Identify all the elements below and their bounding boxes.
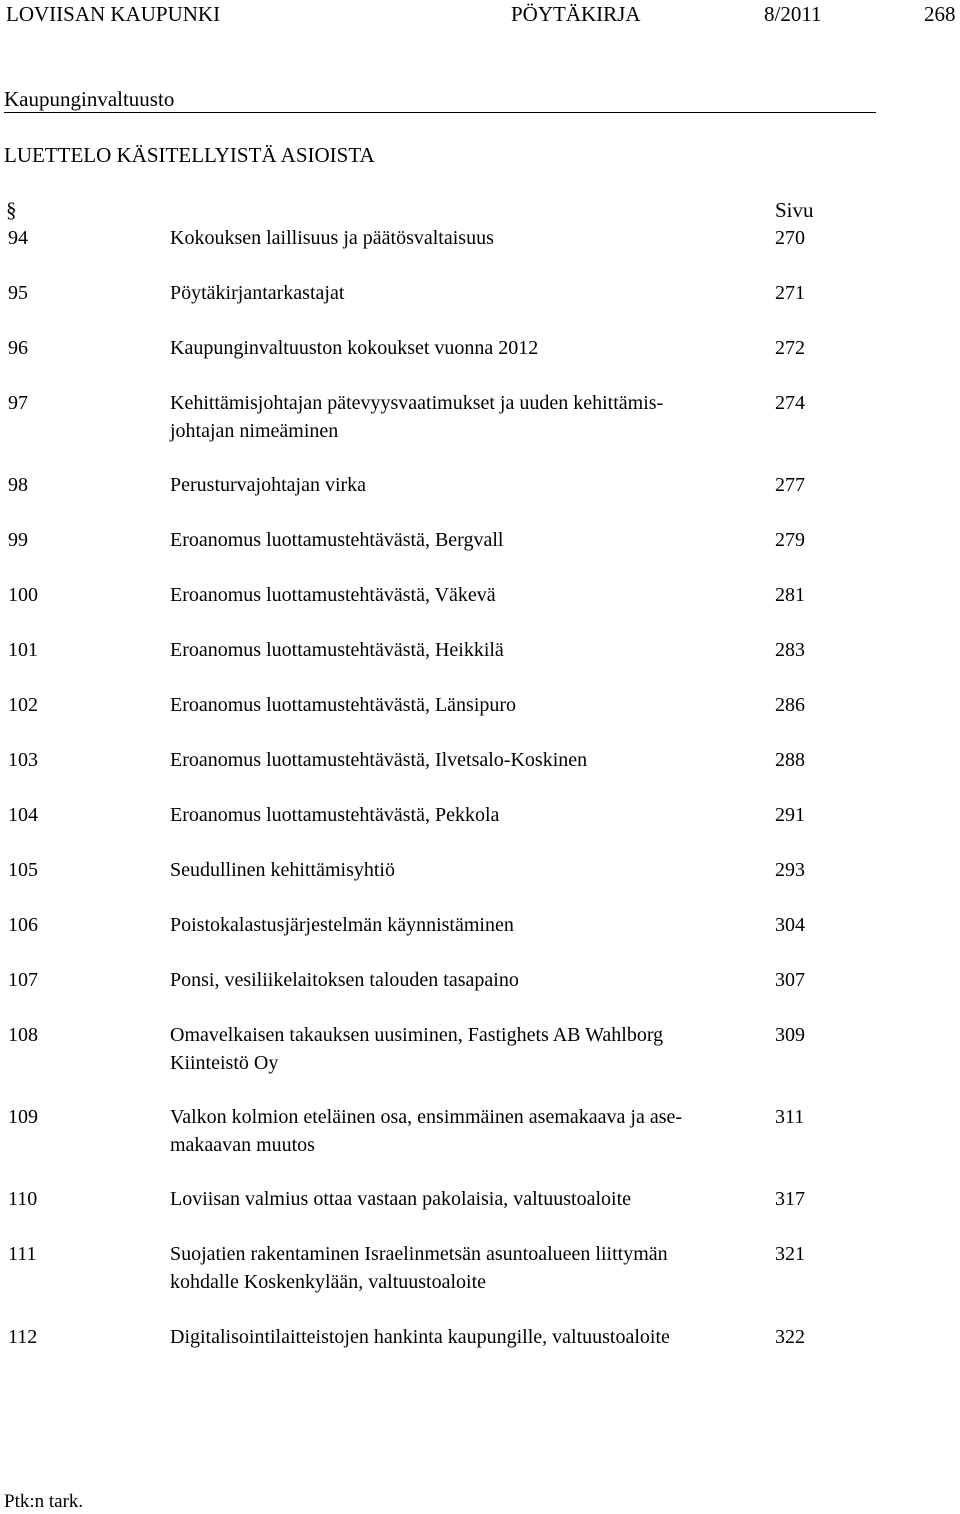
- list-heading: LUETTELO KÄSITELLYISTÄ ASIOISTA: [4, 143, 375, 167]
- item-number: 112: [8, 1326, 38, 1348]
- item-page-number: 293: [775, 859, 805, 881]
- item-page-number: 279: [775, 529, 805, 551]
- item-title-line: Poistokalastusjärjestelmän käynnistäminen: [170, 914, 514, 936]
- header-organization: LOVIISAN KAUPUNKI: [6, 2, 221, 26]
- item-title: [170, 636, 770, 664]
- item-number: 105: [8, 859, 38, 881]
- item-title-line: Eroanomus luottamustehtävästä, Väkevä: [170, 584, 496, 606]
- item-page-number: 317: [775, 1188, 805, 1210]
- item-title: [170, 581, 770, 609]
- item-page-number: 274: [775, 392, 805, 414]
- item-title: [170, 224, 770, 252]
- header-page-number: 268: [924, 2, 956, 26]
- item-title: [170, 911, 770, 939]
- item-page-number: 311: [775, 1106, 805, 1128]
- item-number: 99: [8, 529, 28, 551]
- item-title-line: Pöytäkirjantarkastajat: [170, 282, 345, 304]
- item-page-number: 272: [775, 337, 805, 359]
- page-column-heading: Sivu: [775, 198, 814, 222]
- item-title-line: Eroanomus luottamustehtävästä, Länsipuro: [170, 694, 517, 716]
- item-title-line: Kiinteistö Oy: [170, 1052, 279, 1074]
- footer-note: Ptk:n tark.: [4, 1491, 84, 1512]
- header-document-type: PÖYTÄKIRJA: [511, 2, 641, 26]
- item-page-number: 270: [775, 227, 805, 249]
- item-page-number: 321: [775, 1243, 805, 1265]
- item-title-line: Kokouksen laillisuus ja päätösvaltaisuus: [170, 227, 494, 249]
- item-title-line: Perusturvajohtajan virka: [170, 474, 367, 496]
- item-number: 110: [8, 1188, 38, 1210]
- item-page-number: 271: [775, 282, 805, 304]
- item-page-number: 322: [775, 1326, 805, 1348]
- item-page-number: 283: [775, 639, 805, 661]
- section-column-heading: §: [6, 198, 17, 222]
- item-number: 100: [8, 584, 38, 606]
- item-page-number: 309: [775, 1024, 805, 1046]
- item-title: [170, 526, 770, 554]
- item-number: 111: [8, 1243, 37, 1265]
- item-number: 98: [8, 474, 28, 496]
- item-title: [170, 1185, 770, 1213]
- body-name-underline: [4, 112, 876, 113]
- item-title: [170, 746, 770, 774]
- item-page-number: 307: [775, 969, 805, 991]
- item-number: 106: [8, 914, 38, 936]
- item-title: [170, 691, 770, 719]
- item-page-number: 288: [775, 749, 805, 771]
- item-page-number: 286: [775, 694, 805, 716]
- item-title: [170, 1323, 770, 1351]
- item-title: [170, 1103, 770, 1159]
- item-number: 97: [8, 392, 28, 414]
- item-title: [170, 801, 770, 829]
- item-title: [170, 1240, 770, 1296]
- item-title: [170, 389, 770, 445]
- body-name: Kaupunginvaltuusto: [4, 87, 175, 111]
- item-title-line: Eroanomus luottamustehtävästä, Ilvetsalo-Koskinen: [170, 749, 588, 771]
- item-title-line: makaavan muutos: [170, 1134, 315, 1156]
- item-title: [170, 334, 770, 362]
- item-title-line: Kehittämisjohtajan pätevyysvaatimukset ja uuden kehittämis-: [170, 392, 664, 414]
- item-title: [170, 856, 770, 884]
- item-number: 104: [8, 804, 38, 826]
- item-title-line: Eroanomus luottamustehtävästä, Pekkola: [170, 804, 500, 826]
- item-title-line: Seudullinen kehittämisyhtiö: [170, 859, 395, 881]
- item-title: [170, 966, 770, 994]
- item-title-line: Digitalisointilaitteistojen hankinta kaupungille, valtuustoaloite: [170, 1326, 670, 1348]
- item-title-line: kohdalle Koskenkylään, valtuustoaloite: [170, 1271, 487, 1293]
- item-number: 108: [8, 1024, 38, 1046]
- item-number: 94: [8, 227, 28, 249]
- item-title-line: Kaupunginvaltuuston kokoukset vuonna 2012: [170, 337, 539, 359]
- item-number: 103: [8, 749, 38, 771]
- item-title-line: Loviisan valmius ottaa vastaan pakolaisia, valtuustoaloite: [170, 1188, 631, 1210]
- item-title-line: johtajan nimeäminen: [170, 420, 339, 442]
- item-number: 109: [8, 1106, 38, 1128]
- item-title-line: Ponsi, vesiliikelaitoksen talouden tasapaino: [170, 969, 519, 991]
- item-number: 102: [8, 694, 38, 716]
- item-title: [170, 471, 770, 499]
- item-page-number: 304: [775, 914, 805, 936]
- item-page-number: 281: [775, 584, 805, 606]
- item-number: 101: [8, 639, 38, 661]
- item-page-number: 277: [775, 474, 805, 496]
- item-title-line: Suojatien rakentaminen Israelinmetsän asuntoalueen liittymän: [170, 1243, 668, 1265]
- header-issue-number: 8/2011: [764, 2, 822, 26]
- item-number: 107: [8, 969, 38, 991]
- item-number: 95: [8, 282, 28, 304]
- item-title: [170, 1021, 770, 1077]
- item-page-number: 291: [775, 804, 805, 826]
- item-title-line: Eroanomus luottamustehtävästä, Bergvall: [170, 529, 504, 551]
- item-title-line: Eroanomus luottamustehtävästä, Heikkilä: [170, 639, 504, 661]
- item-title-line: Omavelkaisen takauksen uusiminen, Fastighets AB Wahlborg: [170, 1024, 664, 1046]
- item-title-line: Valkon kolmion eteläinen osa, ensimmäinen asemakaava ja ase-: [170, 1106, 683, 1128]
- item-title: [170, 279, 770, 307]
- item-number: 96: [8, 337, 28, 359]
